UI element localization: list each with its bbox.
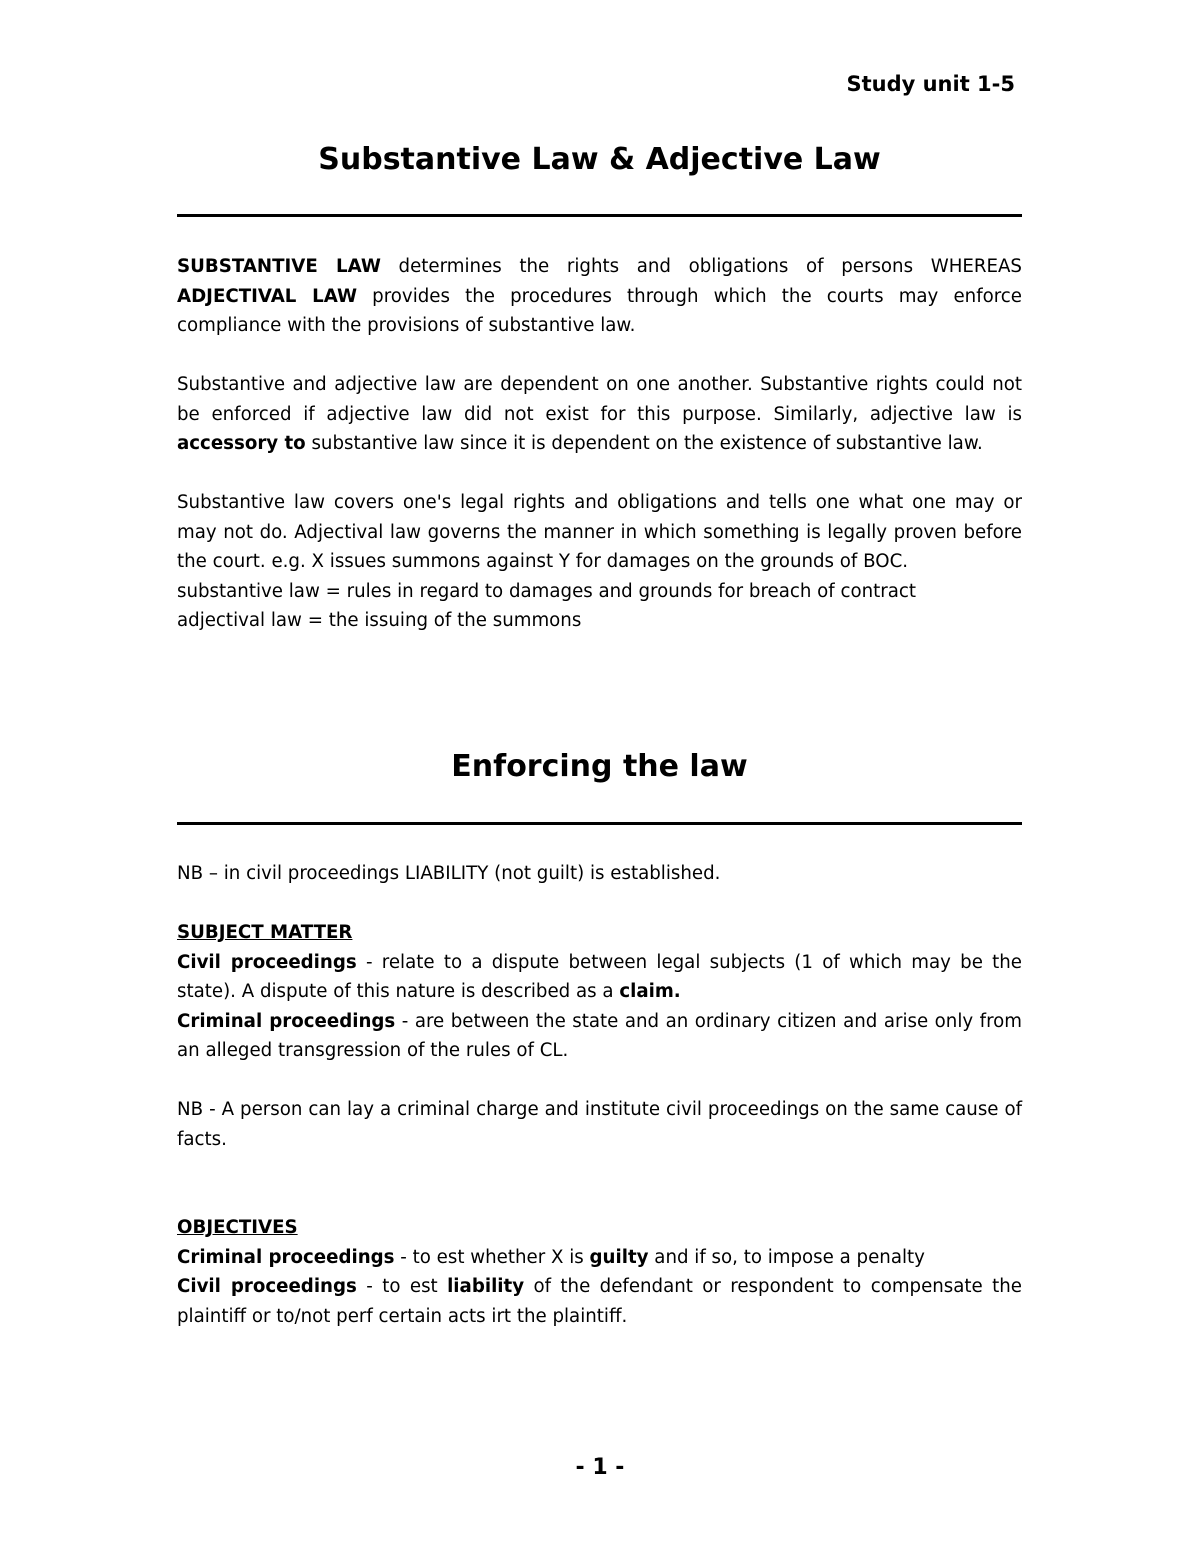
note-liability: NB – in civil proceedings LIABILITY (not guilt) is established. — [177, 863, 721, 884]
horizontal-rule — [177, 822, 1022, 825]
objective-civil: Civil proceedings - to est liability of the defendant or respondent to compensate the plaintiff or to/not perf certain acts irt the plaintiff. — [177, 1276, 1022, 1327]
paragraph-criminal-proceedings: Criminal proceedings - are between the state and an ordinary citizen and arise only from an alleged transgression of the rules of CL. — [177, 1010, 1022, 1061]
term-accessory: accessory to — [177, 433, 306, 454]
section-substantive-adjective — [177, 142, 1022, 178]
objective-criminal: Criminal proceedings - to est whether X is guilty and if so, to impose a penalty — [177, 1246, 925, 1268]
section1-body — [177, 252, 1022, 636]
note-criminal-and-civil: NB - A person can lay a criminal charge and institute civil proceedings on the same cause of facts. — [177, 1099, 1022, 1150]
heading-objectives: OBJECTIVES — [177, 1217, 298, 1238]
paragraph-dependence: Substantive and adjective law are dependent on one another. Substantive rights could not be enforced if adjective law did not exist for this purpose. Similarly, adjective law is accessory to substantive law since it is dependent on the existence of substantive law. — [177, 374, 1022, 454]
section2-body — [177, 859, 1022, 1331]
heading-subject-matter: SUBJECT MATTER — [177, 922, 353, 943]
section-title: Substantive Law & Adjective Law — [318, 142, 881, 177]
horizontal-rule — [177, 214, 1022, 217]
term-substantive-law: SUBSTANTIVE LAW — [177, 256, 381, 277]
title-rule — [177, 214, 1022, 217]
study-unit-label: Study unit 1-5 — [846, 72, 1015, 96]
section-title: Enforcing the law — [451, 749, 748, 784]
paragraph-definitions: SUBSTANTIVE LAW determines the rights and obligations of persons WHEREAS ADJECTIVAL LAW provides the procedures through which the courts may enforce compliance with the provisions of substantive law. — [177, 256, 1022, 336]
line-substantive-example: substantive law = rules in regard to damages and grounds for breach of contract — [177, 580, 917, 602]
term-adjectival-law: ADJECTIVAL LAW — [177, 285, 358, 307]
title-rule — [177, 822, 1022, 825]
section-enforcing — [177, 749, 1022, 785]
paragraph-example: Substantive law covers one's legal rights and obligations and tells one what one may or may not do. Adjectival law governs the manner in which something is legally proven before the court. e.g. X issues summons against Y for damages on the grounds of BOC. — [177, 492, 1022, 572]
line-adjectival-example: adjectival law = the issuing of the summons — [177, 610, 582, 631]
page-number: - 1 - — [575, 1455, 625, 1480]
paragraph-civil-proceedings: Civil proceedings - relate to a dispute between legal subjects (1 of which may be the state). A dispute of this nature is described as a claim. — [177, 951, 1022, 1002]
